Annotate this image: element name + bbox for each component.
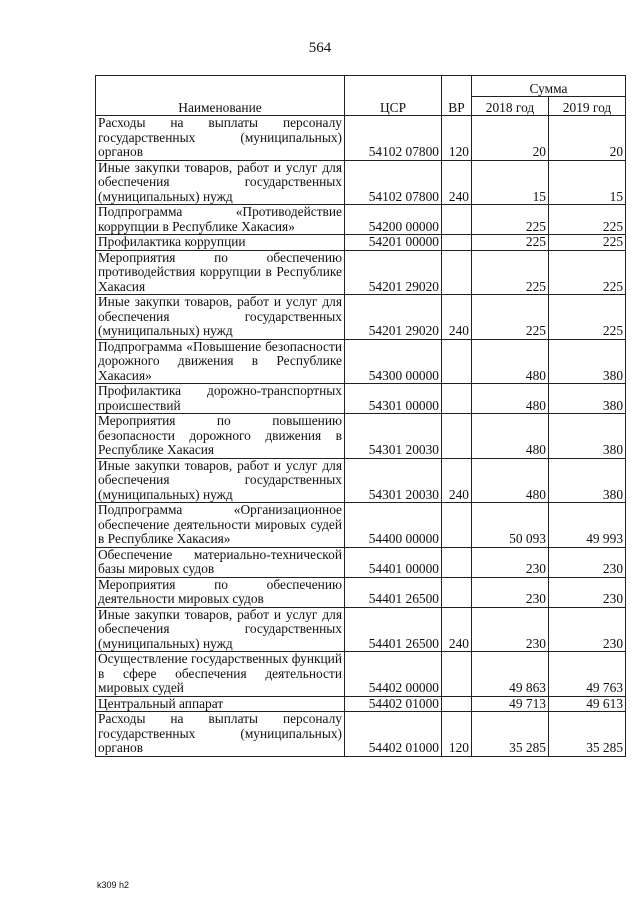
row-csr: 54402 00000 — [345, 652, 442, 697]
row-vr — [442, 205, 472, 235]
row-sum-2019: 225 — [549, 295, 626, 340]
row-vr — [442, 235, 472, 251]
row-sum-2019: 380 — [549, 384, 626, 414]
row-vr: 240 — [442, 607, 472, 652]
row-name: Обеспечение материально-технической базы мировых судов — [96, 547, 345, 577]
row-vr: 240 — [442, 458, 472, 503]
table-row — [96, 414, 626, 459]
row-sum-2018: 480 — [472, 458, 549, 503]
table-row — [96, 250, 626, 295]
row-sum-2018: 230 — [472, 607, 549, 652]
row-sum-2019: 380 — [549, 414, 626, 459]
row-sum-2018: 49 713 — [472, 696, 549, 712]
row-vr — [442, 503, 472, 548]
row-vr — [442, 384, 472, 414]
row-csr: 54301 00000 — [345, 384, 442, 414]
row-name: Мероприятия по обеспечению деятельности мировых судов — [96, 577, 345, 607]
row-vr — [442, 250, 472, 295]
row-name: Мероприятия по повышению безопасности дорожного движения в Республике Хакасия — [96, 414, 345, 459]
row-sum-2018: 230 — [472, 547, 549, 577]
row-vr: 120 — [442, 712, 472, 757]
table-row — [96, 116, 626, 161]
row-vr — [442, 414, 472, 459]
row-csr: 54401 26500 — [345, 607, 442, 652]
row-csr: 54402 01000 — [345, 696, 442, 712]
row-csr: 54200 00000 — [345, 205, 442, 235]
row-sum-2019: 230 — [549, 577, 626, 607]
row-csr: 54102 07800 — [345, 160, 442, 205]
row-name: Иные закупки товаров, работ и услуг для обеспечения государственных (муниципальных) нужд — [96, 458, 345, 503]
header-year-2018: 2018 год — [472, 97, 549, 116]
row-sum-2018: 225 — [472, 295, 549, 340]
table-row — [96, 577, 626, 607]
page-number: 564 — [308, 40, 332, 56]
table-row — [96, 547, 626, 577]
row-csr: 54401 00000 — [345, 547, 442, 577]
row-sum-2018: 225 — [472, 250, 549, 295]
table-row — [96, 652, 626, 697]
row-name: Иные закупки товаров, работ и услуг для обеспечения государственных (муниципальных) нужд — [96, 160, 345, 205]
row-sum-2018: 50 093 — [472, 503, 549, 548]
row-sum-2018: 480 — [472, 339, 549, 384]
row-sum-2019: 225 — [549, 250, 626, 295]
table-row — [96, 205, 626, 235]
header-sum: Сумма — [472, 76, 626, 97]
row-sum-2019: 49 613 — [549, 696, 626, 712]
row-sum-2019: 15 — [549, 160, 626, 205]
row-name: Подпрограмма «Противодействие коррупции в Республике Хакасия» — [96, 205, 345, 235]
row-sum-2019: 380 — [549, 458, 626, 503]
row-sum-2019: 230 — [549, 607, 626, 652]
row-csr: 54201 00000 — [345, 235, 442, 251]
table-row — [96, 712, 626, 757]
row-csr: 54300 00000 — [345, 339, 442, 384]
row-name: Центральный аппарат — [96, 696, 345, 712]
row-sum-2018: 15 — [472, 160, 549, 205]
row-sum-2018: 20 — [472, 116, 549, 161]
row-csr: 54301 20030 — [345, 414, 442, 459]
row-sum-2018: 480 — [472, 384, 549, 414]
table-row — [96, 295, 626, 340]
row-name: Иные закупки товаров, работ и услуг для обеспечения государственных (муниципальных) нужд — [96, 607, 345, 652]
row-name: Подпрограмма «Повышение безопасности дорожного движения в Республике Хакасия» — [96, 339, 345, 384]
row-sum-2018: 225 — [472, 235, 549, 251]
table-row — [96, 384, 626, 414]
row-sum-2018: 230 — [472, 577, 549, 607]
row-sum-2018: 35 285 — [472, 712, 549, 757]
row-csr: 54102 07800 — [345, 116, 442, 161]
row-sum-2019: 35 285 — [549, 712, 626, 757]
header-year-2019: 2019 год — [549, 97, 626, 116]
table-row — [96, 160, 626, 205]
row-sum-2019: 225 — [549, 235, 626, 251]
row-vr — [442, 577, 472, 607]
row-name: Расходы на выплаты персоналу государственных (муниципальных) органов — [96, 116, 345, 161]
footer-code: k309 h2 — [97, 880, 130, 890]
table-row — [96, 339, 626, 384]
table-body — [96, 116, 626, 757]
row-name: Профилактика коррупции — [96, 235, 345, 251]
header-name: Наименование — [96, 76, 345, 116]
table-row — [96, 607, 626, 652]
row-vr — [442, 696, 472, 712]
row-sum-2018: 225 — [472, 205, 549, 235]
row-name: Расходы на выплаты персоналу государственных (муниципальных) органов — [96, 712, 345, 757]
row-csr: 54401 26500 — [345, 577, 442, 607]
row-name: Профилактика дорожно-транспортных происшествий — [96, 384, 345, 414]
row-vr: 120 — [442, 116, 472, 161]
row-sum-2018: 49 863 — [472, 652, 549, 697]
row-vr: 240 — [442, 295, 472, 340]
row-csr: 54402 01000 — [345, 712, 442, 757]
row-sum-2019: 225 — [549, 205, 626, 235]
table-row — [96, 235, 626, 251]
row-sum-2019: 20 — [549, 116, 626, 161]
row-csr: 54201 29020 — [345, 295, 442, 340]
row-sum-2019: 49 993 — [549, 503, 626, 548]
row-vr — [442, 339, 472, 384]
row-vr: 240 — [442, 160, 472, 205]
row-name: Иные закупки товаров, работ и услуг для обеспечения государственных (муниципальных) нужд — [96, 295, 345, 340]
row-vr — [442, 652, 472, 697]
row-name: Осуществление государственных функций в сфере обеспечения деятельности мировых судей — [96, 652, 345, 697]
header-vr: ВР — [442, 76, 472, 116]
table-row — [96, 503, 626, 548]
row-csr: 54400 00000 — [345, 503, 442, 548]
row-name: Мероприятия по обеспечению противодействия коррупции в Республике Хакасия — [96, 250, 345, 295]
row-csr: 54201 29020 — [345, 250, 442, 295]
row-sum-2018: 480 — [472, 414, 549, 459]
row-csr: 54301 20030 — [345, 458, 442, 503]
header-csr: ЦСР — [345, 76, 442, 116]
table-row — [96, 458, 626, 503]
row-sum-2019: 230 — [549, 547, 626, 577]
row-name: Подпрограмма «Организационное обеспечение деятельности мировых судей в Республике Хакасия» — [96, 503, 345, 548]
budget-table — [95, 75, 626, 757]
table-row — [96, 696, 626, 712]
table-header — [96, 76, 626, 116]
row-sum-2019: 380 — [549, 339, 626, 384]
row-vr — [442, 547, 472, 577]
row-sum-2019: 49 763 — [549, 652, 626, 697]
